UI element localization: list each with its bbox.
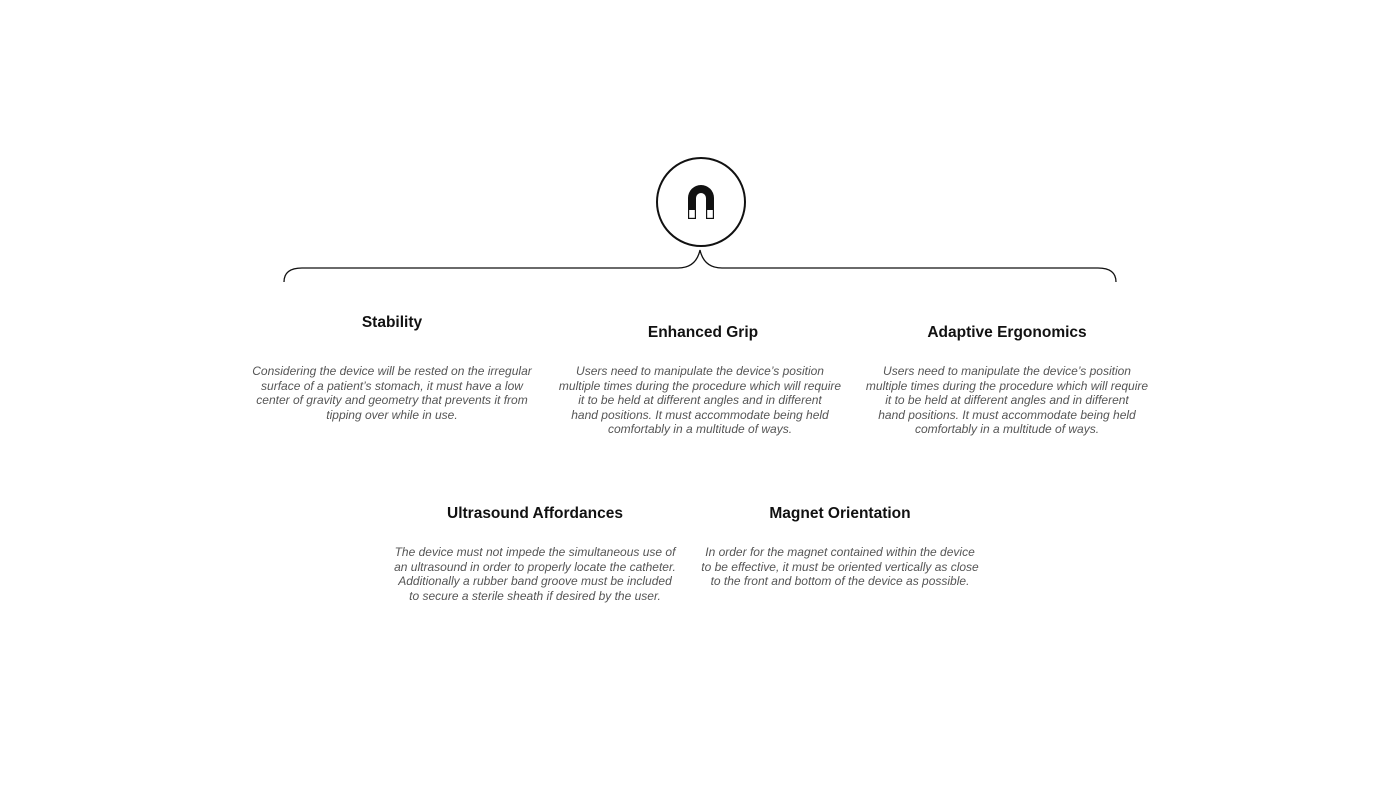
description-line: comfortably in a multitude of ways. (607, 422, 793, 437)
description-line: surface of a patient’s stomach, it must have a low (261, 378, 523, 393)
requirement-description (242, 364, 542, 422)
description-line: to the front and bottom of the device as possible. (710, 574, 970, 589)
requirement-title: Magnet Orientation (769, 505, 911, 522)
requirement-description (690, 545, 990, 589)
description-line: to secure a sterile sheath if desired by the user. (409, 588, 661, 603)
description-line: Considering the device will be rested on the irregular (252, 364, 532, 378)
description-line: to be effective, it must be oriented vertically as close (701, 559, 979, 574)
requirement-title: Ultrasound Affordances (447, 505, 623, 522)
requirement-description (852, 364, 1162, 437)
requirement-ultrasound-affordances-text (380, 545, 690, 603)
description-line: In order for the magnet contained within the device (705, 545, 975, 559)
requirement-stability-text (242, 364, 542, 422)
requirement-description (380, 545, 690, 603)
description-line: an ultrasound in order to properly locate the catheter. (394, 559, 676, 574)
requirement-description (545, 364, 855, 437)
requirement-title: Adaptive Ergonomics (927, 324, 1087, 341)
description-line: center of gravity and geometry that prevents it from (256, 393, 528, 408)
description-line: Users need to manipulate the device’s position (883, 364, 1131, 378)
requirement-title: Enhanced Grip (647, 324, 759, 341)
magnet-icon-circle (656, 157, 746, 247)
description-line: Additionally a rubber band groove must be included (398, 574, 672, 589)
description-line: multiple times during the procedure which will require (558, 378, 842, 393)
requirement-enhanced-grip-text (545, 364, 855, 437)
magnet-icon (686, 183, 716, 221)
description-line: hand positions. It must accommodate being held (878, 407, 1136, 422)
description-line: hand positions. It must accommodate being held (571, 407, 829, 422)
requirement-enhanced-grip (583, 324, 823, 342)
description-line: it to be held at different angles and in different (885, 393, 1129, 408)
requirement-magnet-orientation-text (690, 545, 990, 589)
requirement-adaptive-ergonomics (877, 324, 1137, 342)
description-line: comfortably in a multitude of ways. (914, 422, 1100, 437)
curly-brace-connector (280, 248, 1120, 288)
requirement-magnet-orientation (720, 505, 960, 523)
description-line: multiple times during the procedure which will require (865, 378, 1149, 393)
description-line: it to be held at different angles and in different (578, 393, 822, 408)
requirement-title: Stability (361, 314, 423, 331)
requirement-adaptive-ergonomics-text (852, 364, 1162, 437)
description-line: tipping over while in use. (326, 407, 458, 422)
requirement-stability (292, 314, 492, 332)
description-line: Users need to manipulate the device’s position (576, 364, 824, 378)
requirement-ultrasound-affordances (405, 505, 665, 523)
description-line: The device must not impede the simultaneous use of (394, 545, 676, 559)
